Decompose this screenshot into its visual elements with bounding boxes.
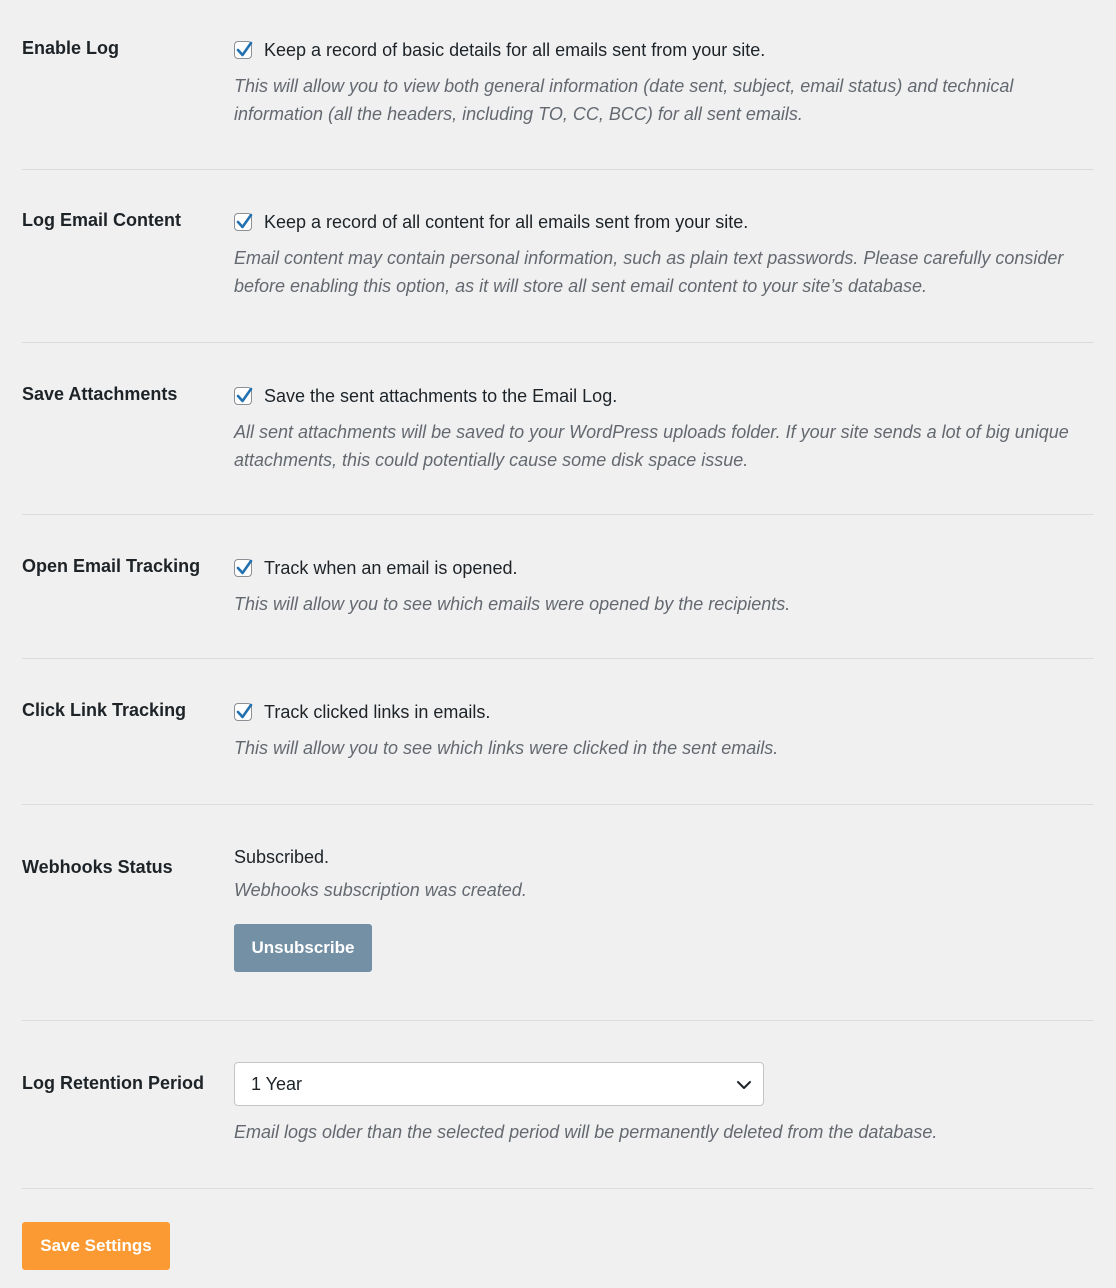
setting-label: Open Email Tracking xyxy=(22,556,201,576)
setting-row-log-retention xyxy=(22,1021,1094,1189)
log-email-content-checkbox[interactable] xyxy=(234,213,252,231)
save-settings-button[interactable]: Save Settings xyxy=(22,1222,170,1270)
checkmark-icon xyxy=(234,385,254,407)
setting-row-save-attachments xyxy=(22,343,1094,515)
unsubscribe-button[interactable]: Unsubscribe xyxy=(234,924,372,972)
setting-field xyxy=(234,847,1094,972)
setting-field xyxy=(234,210,1094,300)
retention-period-select[interactable] xyxy=(234,1062,764,1106)
setting-field xyxy=(234,700,1094,762)
setting-description: Email content may contain personal information, such as plain text passwords. Please carefully consider before enabling this option, as it will store all sent email content to your site’s database. xyxy=(234,248,1064,296)
setting-description: This will allow you to see which links were clicked in the sent emails. xyxy=(234,738,779,758)
checkbox-label: Save the sent attachments to the Email Log. xyxy=(264,385,618,406)
enable-log-checkbox[interactable] xyxy=(234,41,252,59)
setting-description: This will allow you to see which emails were opened by the recipients. xyxy=(234,594,791,614)
setting-field xyxy=(234,1062,1094,1146)
setting-label: Webhooks Status xyxy=(22,857,173,877)
checkmark-icon xyxy=(234,557,254,579)
checkbox-label: Track clicked links in emails. xyxy=(264,701,491,722)
setting-field xyxy=(234,384,1094,474)
checkbox-label: Keep a record of basic details for all emails sent from your site. xyxy=(264,39,766,60)
click-link-tracking-checkbox[interactable] xyxy=(234,703,252,721)
chevron-down-icon xyxy=(735,1076,753,1094)
save-attachments-checkbox[interactable] xyxy=(234,387,252,405)
webhooks-status-text: Subscribed. xyxy=(234,847,330,867)
setting-field xyxy=(234,556,1094,618)
webhooks-description: Webhooks subscription was created. xyxy=(234,880,527,900)
setting-label: Enable Log xyxy=(22,38,120,58)
checkbox-label: Track when an email is opened. xyxy=(264,557,518,578)
setting-field xyxy=(234,38,1094,128)
setting-row-click-link-tracking xyxy=(22,659,1094,805)
setting-row-log-email-content xyxy=(22,170,1094,343)
retention-description: Email logs older than the selected period will be permanently deleted from the database. xyxy=(234,1122,938,1142)
retention-selected-value: 1 Year xyxy=(251,1074,303,1094)
open-email-tracking-checkbox[interactable] xyxy=(234,559,252,577)
checkbox-label: Keep a record of all content for all emails sent from your site. xyxy=(264,211,749,232)
setting-label: Save Attachments xyxy=(22,384,178,404)
checkmark-icon xyxy=(234,39,254,61)
checkmark-icon xyxy=(234,211,254,233)
setting-label: Log Email Content xyxy=(22,210,181,230)
setting-row-open-email-tracking xyxy=(22,515,1094,659)
setting-label: Log Retention Period xyxy=(22,1073,204,1093)
setting-row-webhooks-status xyxy=(22,805,1094,1021)
setting-row-enable-log xyxy=(22,0,1094,170)
checkmark-icon xyxy=(234,701,254,723)
setting-description: This will allow you to view both general information (date sent, subject, email status) and technical information (all the headers, including TO, CC, BCC) for all sent emails. xyxy=(234,76,1014,124)
setting-label: Click Link Tracking xyxy=(22,700,187,720)
setting-description: All sent attachments will be saved to your WordPress uploads folder. If your site sends a lot of big unique attachments, this could potentially cause some disk space issue. xyxy=(234,422,1069,470)
